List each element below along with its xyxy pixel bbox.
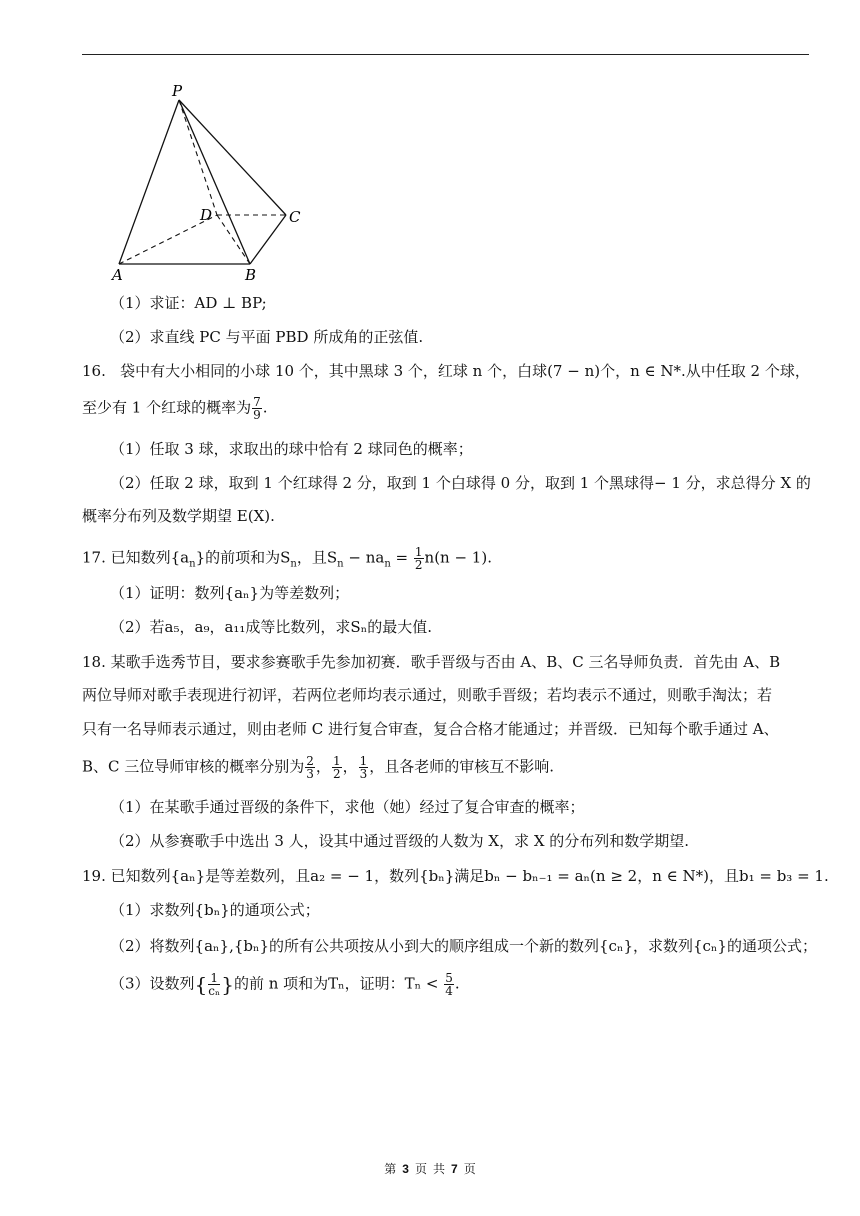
edge-BC [250, 215, 286, 264]
label-B: B [245, 266, 257, 282]
label-C: C [289, 208, 301, 226]
total-pages: 7 [451, 1162, 458, 1176]
q18-fraction-C: $\frac{1}{3}$ [359, 754, 368, 781]
q16-line1 [82, 360, 810, 382]
q15-part1: （1）求证：AD ⊥ BP; [110, 294, 267, 312]
q16-part1: （1）任取 3 球，求取出的球中恰有 2 球同色的概率； [110, 440, 473, 458]
page-footer: 第 3 页 共 7 页 [384, 1162, 476, 1176]
page-number: 3 [402, 1162, 409, 1176]
q18-fraction-A: $\frac{2}{3}$ [306, 754, 314, 781]
q19-part1: （1）求数列{bₙ}的通项公式； [110, 901, 320, 919]
q18-part1: （1）在某歌手通过晋级的条件下，求他（她）经过了复合审查的概率； [110, 798, 585, 816]
edge-DB [217, 215, 250, 264]
q18-line3: 只有一名导师表示通过，则由老师 C 进行复合审查，复合合格才能通过；并晋级．已知每个歌手通过 A、 [82, 720, 779, 738]
q18-part2: （2）从参赛歌手中选出 3 人，设其中通过晋级的人数为 X，求 X 的分布列和数学期望. [110, 832, 690, 850]
q18-number: 18. [82, 653, 106, 671]
q16-line2: 至少有 1 个红球的概率为 $\frac{7}{9}$ . [82, 395, 268, 422]
q19-stem: 19. 已知数列{aₙ}是等差数列，且a₂ = − 1，数列{bₙ}满足bₙ − bₙ₋₁ = aₙ(n ≥ 2，n ∈ N*)，且b₁ = b₃ = 1. [82, 867, 829, 885]
q16-number: 16. [82, 362, 106, 380]
label-D: D [200, 206, 213, 224]
label-P: P [172, 82, 183, 100]
q19-fraction-bound: $\frac{5}{4}$ [445, 971, 453, 998]
q15-part2: （2）求直线 PC 与平面 PBD 所成角的正弦值. [110, 328, 424, 346]
q18-fraction-B: $\frac{1}{2}$ [332, 754, 341, 781]
q17-number: 17. [82, 548, 106, 567]
q16-part2a: （2）任取 2 球，取到 1 个红球得 2 分，取到 1 个白球得 0 分，取到 1 个黑球得− 1 分，求总得分 X 的 [110, 474, 811, 492]
label-A: A [112, 266, 123, 282]
edge-PB [179, 100, 250, 264]
q19-number: 19. [82, 867, 106, 885]
q17-part1: （1）证明：数列{aₙ}为等差数列； [110, 584, 350, 602]
edge-PC [179, 100, 286, 215]
pyramid-figure [110, 82, 310, 282]
edge-PA [119, 100, 179, 264]
q17-fraction: $\frac{1}{2}$ [414, 545, 423, 572]
q16-part2b: 概率分布列及数学期望 E(X). [82, 507, 275, 525]
q18-line2: 两位导师对歌手表现进行初评，若两位老师均表示通过，则歌手晋级；若均表示不通过，则歌手淘汰；若 [82, 686, 773, 704]
q16-fraction: $\frac{7}{9}$ [253, 395, 261, 422]
q18-line1: 18. 某歌手选秀节目，要求参赛歌手先参加初赛．歌手晋级与否由 A、B、C 三名导师负责．首先由 A、B [82, 653, 781, 671]
q16-stem-2: 至少有 1 个红球的概率为 [82, 398, 252, 417]
q16-stem-1: 袋中有大小相同的小球 10 个，其中黑球 3 个，红球 n 个，白球(7 − n)个，n ∈ N*.从中任取 2 个球， [120, 362, 810, 380]
q19-part3: （3）设数列{ $\frac{1}{\text{cₙ}}$ }的前 n 项和为Tₙ，证明：Tₙ < $\frac{5}{4}$ . [110, 971, 460, 998]
q19-part2: （2）将数列{aₙ},{bₙ}的所有公共项按从小到大的顺序组成一个新的数列{cₙ}，求数列{cₙ}的通项公式； [110, 937, 817, 955]
q17-part2: （2）若a₅，a₉，a₁₁成等比数列，求Sₙ的最大值. [110, 618, 432, 636]
q18-line4: B、C 三位导师审核的概率分别为 $\frac{2}{3}$ ， $\frac{1}{2}$ ， $\frac{1}{3}$ ，且各老师的审核互不影响. [82, 754, 555, 781]
q17-stem: 17. 已知数列$\{a_n\}$的前项和为$S_n$，且$S_n - na_n$ = $\frac{1}{2}$ n(n − 1). [82, 545, 492, 572]
q19-fraction: $\frac{1}{\text{cₙ}}$ [208, 971, 221, 998]
header-rule [82, 54, 809, 55]
edge-PD [179, 100, 217, 215]
